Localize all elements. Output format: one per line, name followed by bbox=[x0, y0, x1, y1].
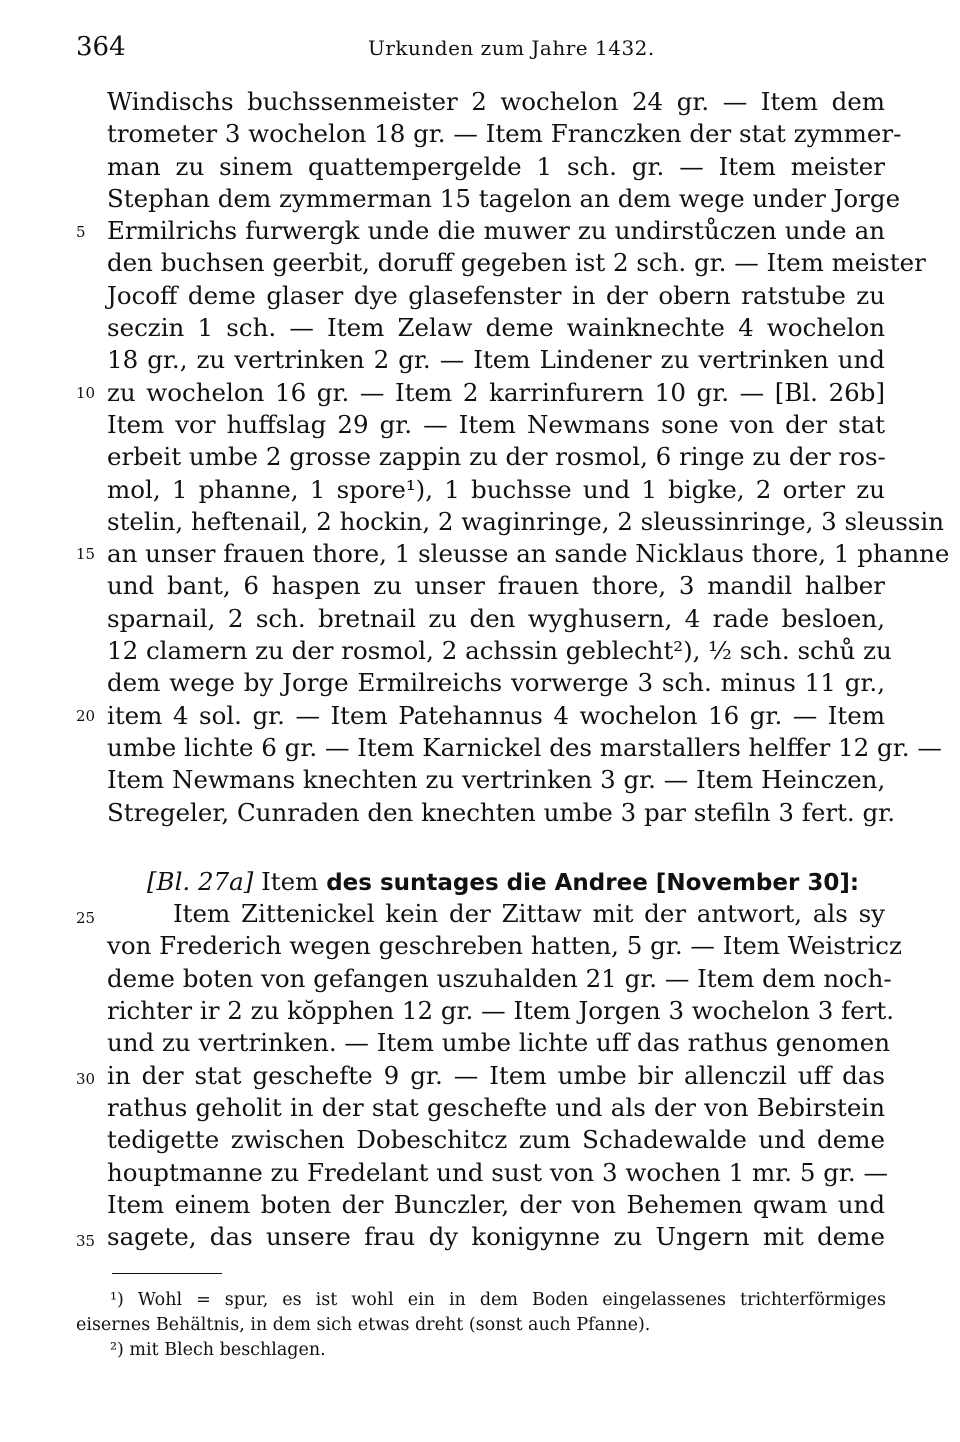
text-line: seczin 1 sch. — Item Zelaw deme wainknechte 4 wochelon bbox=[107, 313, 885, 343]
text-line: umbe lichte 6 gr. — Item Karnickel des marstallers helffer 12 gr. — bbox=[107, 732, 942, 762]
heading-date: des suntages die Andree [November 30]: bbox=[326, 869, 860, 896]
line-number-20: 20 bbox=[76, 707, 96, 725]
running-title: Urkunden zum Jahre 1432. bbox=[368, 36, 655, 60]
text-line: von Frederich wegen geschreben hatten, 5 gr. — Item Weistricz bbox=[107, 931, 902, 961]
text-line: in der stat geschefte 9 gr. — Item umbe bir allenczil uff das bbox=[107, 1060, 885, 1090]
footnote-divider bbox=[112, 1273, 222, 1274]
text-line: rathus geholit in der stat geschefte und als der von Bebirstein bbox=[107, 1092, 885, 1122]
line-number-15: 15 bbox=[76, 545, 96, 563]
line-number-10: 10 bbox=[76, 384, 96, 402]
footnote-2: ²) mit Blech beschlagen. bbox=[110, 1340, 326, 1360]
text-line: mol, 1 phanne, 1 spore¹), 1 buchsse und 1 bigke, 2 orter zu bbox=[107, 474, 885, 504]
text-line: deme boten von gefangen uszuhalden 21 gr. — Item dem noch- bbox=[107, 963, 892, 993]
folio-reference: [Bl. 27a] bbox=[147, 866, 254, 896]
line-number-30: 30 bbox=[76, 1070, 96, 1088]
footnote-1: ¹) Wohl = spur, es ist wohl ein in dem Boden eingelassenes trichterförmiges bbox=[110, 1290, 886, 1310]
text-line: und zu vertrinken. — Item umbe lichte uff das rathus genomen bbox=[107, 1028, 890, 1058]
text-line: Windischs buchssenmeister 2 wochelon 24 gr. — Item dem bbox=[107, 87, 885, 116]
footnote-1-continued: eisernes Behältnis, in dem sich etwas dreht (sonst auch Pfanne). bbox=[76, 1315, 651, 1335]
page-number: 364 bbox=[76, 32, 126, 62]
text-line: erbeit umbe 2 grosse zappin zu der rosmol, 6 ringe zu der ros- bbox=[107, 442, 886, 472]
text-line: Item vor huffslag 29 gr. — Item Newmans sone von der stat bbox=[107, 409, 885, 439]
heading-item: Item bbox=[261, 866, 319, 896]
text-line: 18 gr., zu vertrinken 2 gr. — Item Lindener zu vertrinken und bbox=[107, 345, 885, 375]
text-line: sparnail, 2 sch. bretnail zu den wyghusern, 4 rade besloen, bbox=[107, 603, 885, 633]
text-line: an unser frauen thore, 1 sleusse an sande Nicklaus thore, 1 phanne bbox=[107, 539, 950, 569]
section-heading bbox=[107, 866, 885, 898]
line-number-25: 25 bbox=[76, 909, 96, 927]
text-line: Stregeler, Cunraden den knechten umbe 3 par stefiln 3 fert. gr. bbox=[107, 797, 895, 827]
line-number-5: 5 bbox=[76, 223, 86, 241]
main-text bbox=[107, 86, 950, 1253]
text-line: und bant, 6 haspen zu unser frauen thore, 3 mandil halber bbox=[107, 571, 885, 601]
text-line: zu wochelon 16 gr. — Item 2 karrinfurern 10 gr. — [Bl. 26b] bbox=[107, 377, 885, 407]
text-line: den buchsen geerbit, doruff gegeben ist 2 sch. gr. — Item meister bbox=[107, 248, 926, 278]
footnotes bbox=[76, 1288, 886, 1363]
text-line: Stephan dem zymmerman 15 tagelon an dem wege under Jorge bbox=[107, 183, 901, 213]
text-line: Item einem boten der Bunczler, der von Behemen qwam und bbox=[107, 1189, 885, 1219]
line-number-35: 35 bbox=[76, 1232, 96, 1250]
text-line: tedigette zwischen Dobeschitcz zum Schadewalde und deme bbox=[107, 1125, 885, 1155]
text-line: Jocoff deme glaser dye glasefenster in der obern ratstube zu bbox=[107, 280, 885, 310]
text-line: houptmanne zu Fredelant und sust von 3 wochen 1 mr. 5 gr. — bbox=[107, 1157, 889, 1187]
text-line: dem wege by Jorge Ermilreichs vorwerge 3 sch. minus 11 gr., bbox=[107, 668, 885, 698]
text-line: Item Zittenickel kein der Zittaw mit der antwort, als sy bbox=[173, 899, 885, 929]
text-line: trometer 3 wochelon 18 gr. — Item Franczken der stat zymmer- bbox=[107, 119, 902, 149]
text-line: Ermilrichs furwergk unde die muwer zu undirstůczen unde an bbox=[107, 216, 885, 246]
text-line: item 4 sol. gr. — Item Patehannus 4 wochelon 16 gr. — Item bbox=[107, 700, 885, 730]
text-line: man zu sinem quattempergelde 1 sch. gr. — Item meister bbox=[107, 151, 885, 181]
text-line: stelin, heftenail, 2 hockin, 2 waginringe, 2 sleussinringe, 3 sleussin bbox=[107, 506, 944, 536]
text-line: Item Newmans knechten zu vertrinken 3 gr. — Item Heinczen, bbox=[107, 765, 886, 795]
text-line: 12 clamern zu der rosmol, 2 achssin geblecht²), ½ sch. schů zu bbox=[107, 636, 892, 666]
text-line: sagete, das unsere frau dy konigynne zu Ungern mit deme bbox=[107, 1222, 885, 1252]
text-line: richter ir 2 zu kŏpphen 12 gr. — Item Jorgen 3 wochelon 3 fert. bbox=[107, 996, 895, 1026]
